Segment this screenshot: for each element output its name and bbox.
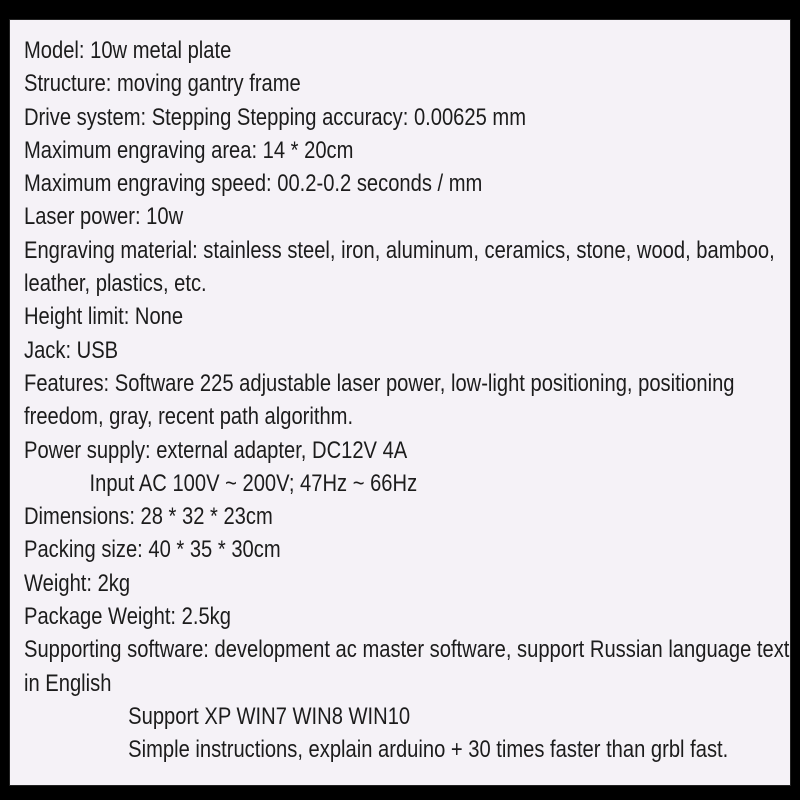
spec-line-instructions: Simple instructions, explain arduino + 30 times faster than grbl fast. bbox=[128, 736, 729, 764]
spec-line-height-limit: Height limit: None bbox=[24, 303, 184, 331]
spec-line-package-weight: Package Weight: 2.5kg bbox=[24, 603, 231, 631]
spec-line-features: Features: Software 225 adjustable laser power, low-light positioning, positioning bbox=[24, 369, 735, 397]
spec-panel bbox=[10, 20, 790, 785]
spec-line-dimensions: Dimensions: 28 * 32 * 23cm bbox=[24, 503, 273, 531]
spec-line-supporting-software-cont: in English bbox=[24, 669, 112, 697]
spec-line-laser-power: Laser power: 10w bbox=[24, 203, 184, 231]
spec-line-power-supply: Power supply: external adapter, DC12V 4A bbox=[24, 436, 408, 464]
spec-line-supporting-software: Supporting software: development ac master software, support Russian language text bbox=[24, 636, 790, 664]
spec-line-engraving-area: Maximum engraving area: 14 * 20cm bbox=[24, 136, 354, 164]
spec-line-power-input: Input AC 100V ~ 200V; 47Hz ~ 66Hz bbox=[89, 469, 418, 497]
spec-line-engraving-material: Engraving material: stainless steel, iron, aluminum, ceramics, stone, wood, bamboo, bbox=[24, 236, 775, 264]
spec-line-engraving-speed: Maximum engraving speed: 00.2-0.2 seconds / mm bbox=[24, 170, 483, 198]
spec-line-engraving-material-cont: leather, plastics, etc. bbox=[24, 270, 207, 298]
spec-line-drive-system: Drive system: Stepping Stepping accuracy: 0.00625 mm bbox=[24, 103, 527, 131]
spec-line-jack: Jack: USB bbox=[24, 336, 119, 364]
spec-line-features-cont: freedom, gray, recent path algorithm. bbox=[24, 403, 354, 431]
spec-line-weight: Weight: 2kg bbox=[24, 569, 131, 597]
spec-line-packing-size: Packing size: 40 * 35 * 30cm bbox=[24, 536, 281, 564]
spec-line-os-support: Support XP WIN7 WIN8 WIN10 bbox=[128, 702, 411, 730]
spec-list bbox=[24, 34, 788, 767]
spec-line-model: Model: 10w metal plate bbox=[24, 37, 232, 64]
spec-line-structure: Structure: moving gantry frame bbox=[24, 70, 301, 98]
